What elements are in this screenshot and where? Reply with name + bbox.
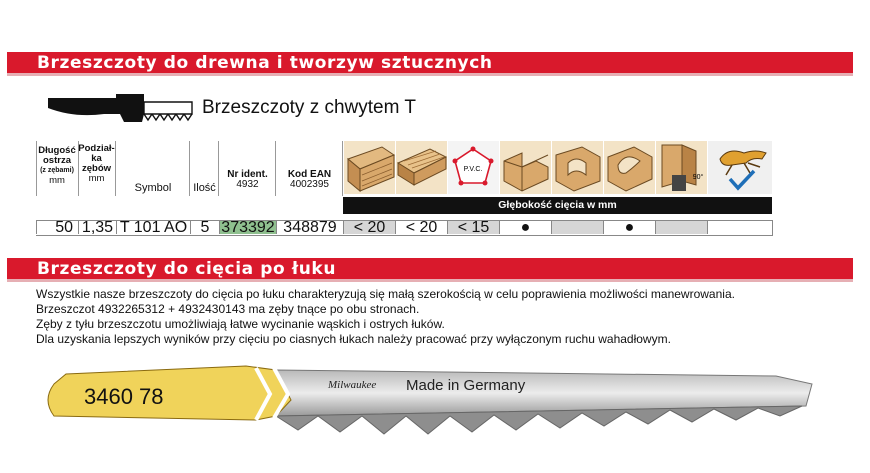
blade-image	[36, 360, 816, 452]
pvc-label: P.V.C.	[463, 166, 483, 173]
depth-cell	[551, 221, 603, 234]
depth-cell: ●	[603, 221, 655, 234]
description-line: Dla uzyskania lepszych wyników przy cięciu po ciasnych łukach należy pracować przy wyłączonym ruchu wahadłowym.	[36, 332, 671, 346]
description-line: Wszystkie nasze brzeszczoty do cięcia po łuku charakteryzują się małą szerokością w celu poprawienia możliwości manewrowania.	[36, 287, 735, 301]
hdr-nr: Nr ident. 4932	[227, 169, 268, 190]
table-row	[36, 220, 773, 236]
angle-label: 90°	[692, 174, 704, 181]
depth-caption-bar	[343, 197, 772, 214]
depth-cell	[707, 221, 772, 234]
row-nr: 373392	[219, 221, 276, 234]
blade-type-subtitle: Brzeszczoty z chwytem T	[202, 97, 416, 118]
scroll-wood-icon	[604, 141, 655, 194]
hdr-ean: Kod EAN 4002395	[287, 169, 332, 190]
hdr-length: Długość ostrza (z zębami) mm	[38, 145, 76, 186]
t-shank-blade-icon	[44, 92, 196, 128]
pvc-pipe-icon	[448, 141, 499, 194]
wood-beam-icon	[344, 141, 395, 194]
description-line: Zęby z tyłu brzeszczotu umożliwiają łatwe wycinanie wąskich i ostrych łuków.	[36, 317, 445, 331]
brand-logo: Milwaukee	[328, 379, 377, 391]
fast-cut-check-icon	[708, 141, 772, 194]
wood-joint-icon	[500, 141, 551, 194]
depth-cell: < 20	[395, 221, 447, 234]
depth-cell: < 20	[343, 221, 395, 234]
row-qty: 5	[190, 221, 219, 234]
chipboard-icon	[396, 141, 447, 194]
depth-cell	[655, 221, 707, 234]
depth-cell: < 15	[447, 221, 499, 234]
section-banner-wood	[7, 52, 853, 73]
row-symbol: T 101 AO	[116, 221, 190, 234]
hdr-qty: Ilość	[193, 182, 216, 194]
bevel-90-icon	[656, 141, 707, 194]
section-banner-curve	[7, 258, 853, 279]
section-title: Brzeszczoty do cięcia po łuku	[37, 259, 337, 279]
depth-caption: Głębokość cięcia w mm	[498, 199, 617, 211]
curved-wood-icon	[552, 141, 603, 194]
row-ean: 348879	[276, 221, 343, 234]
depth-cell: ●	[499, 221, 551, 234]
blade-code: 3460 78	[84, 384, 164, 409]
hdr-pitch: Podział- ka zębów mm	[78, 143, 115, 184]
description-line: Brzeszczot 4932265312 + 4932430143 ma zęby tnące po obu stronach.	[36, 302, 420, 316]
hdr-symbol: Symbol	[134, 182, 172, 194]
origin-label: Made in Germany	[406, 377, 526, 394]
row-length: 50	[36, 221, 77, 234]
section-title: Brzeszczoty do drewna i tworzyw sztucznych	[37, 53, 493, 73]
row-pitch: 1,35	[78, 221, 116, 234]
